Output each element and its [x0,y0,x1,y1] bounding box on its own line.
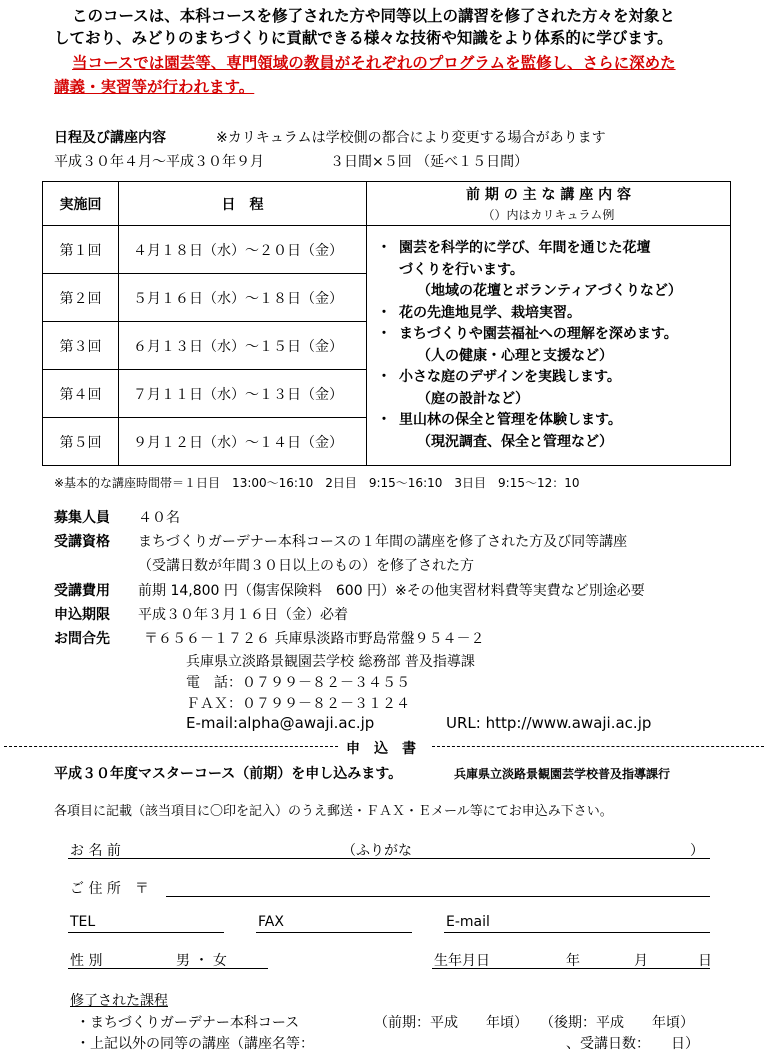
completed-course-label: 修了された課程 [70,993,168,1009]
qualification-line-1: まちづくりガーデナー本科コースの１年間の講座を修了された方及び同等講座 [138,534,628,550]
list-item [377,324,730,367]
schedule-note: ※カリキュラムは学校側の都合により変更する場合があります [216,130,606,146]
round-cell: 第２回 [43,274,119,322]
content-item-4: ・ 小さな庭のデザインを実践します。 [399,369,621,385]
form-title: 平成３０年度マスターコース（前期）を申し込みます。 [54,766,403,782]
birth-month-unit: 月 [634,953,648,969]
course-2-label: ・上記以外の同等の講座（講座名等： [76,1036,314,1052]
address-label: ご 住 所 〒 [70,881,149,897]
schedule-period: 平成３０年４月～平成３０年９月 [54,154,264,170]
furigana-label: （ふりがな [342,843,412,859]
deadline-value: 平成３０年３月１６日（金）必着 [138,607,348,623]
birthdate-label: 生年月日 [434,953,490,969]
schedule-heading: 日程及び講座内容 [54,130,166,146]
course-2-days[interactable]: 、受講日数： 日） [566,1036,699,1052]
gender-label: 性 別 [70,953,103,969]
contact-url-link[interactable]: URL: http://www.awaji.ac.jp [446,714,652,732]
address-input-line[interactable] [166,896,710,897]
contact-email-link[interactable]: E-mail:alpha@awaji.ac.jp [186,714,375,732]
col-content-note: （）内はカリキュラム例 [482,208,615,222]
deadline-label: 申込期限 [54,607,110,623]
qualification-label: 受講資格 [54,534,110,550]
content-item-5: ・ 里山林の保全と管理を体験します。 [399,412,622,428]
content-item-4-example: （庭の設計など） [417,390,529,407]
course-1-label: ・まちづくりガーデナー本科コース [76,1015,300,1031]
fee-value: 前期 14,800 円（傷害保険料 600 円）※その他実習材料費等実費など別途必要 [138,583,645,599]
name-label: お 名 前 [70,843,121,859]
contact-label: お問合先 [54,631,110,647]
col-content-header [367,182,731,226]
content-list [367,238,730,453]
schedule-frequency: ３日間×５回 （延べ１５日間） [330,154,529,170]
list-item [377,238,730,303]
round-cell: 第３回 [43,322,119,370]
intro-line-2: しており、みどりのまちづくりに貢献できる様々な技術や知識をより体系的に学びます。 [54,29,673,47]
capacity-value: ４０名 [138,510,180,526]
course-1-front[interactable]: （前期：平成 年頃） [374,1015,528,1031]
content-item-1: ・ 園芸を科学的に学び、年間を通じた花壇 [399,240,651,256]
date-cell: ４月１８日（水）～２０日（金） [119,226,367,274]
content-cell [367,226,731,466]
gender-input-line [68,968,268,969]
birth-year-unit: 年 [566,953,580,969]
capacity-label: 募集人員 [54,510,110,526]
list-item [377,410,730,453]
content-item-2: ・ 花の先進地見学、栽培実習。 [399,304,581,321]
time-note: ※基本的な講座時間帯＝１日目 13:00～16:10 2日目 9:15～16:10 3日目 9:15～12：10 [54,476,580,490]
col-content-title: 前 期 の 主 な 講 座 内 容 [466,187,631,203]
date-cell: ６月１３日（水）～１５日（金） [119,322,367,370]
col-date-header: 日 程 [119,182,367,226]
contact-address: 〒６５６－１７２６ 兵庫県淡路市野島常盤９５４－２ [144,631,485,647]
content-item-3-example: （人の健康・心理と支援など） [417,347,613,364]
content-item-5-example: （現況調査、保全と管理など） [417,433,613,450]
email-input-line[interactable] [444,932,710,933]
fax-label: FAX [258,914,284,930]
divider-left [4,746,338,747]
name-input-line[interactable] [68,858,710,859]
content-item-1-cont: づくりを行います。 [399,261,524,278]
intro-red-line-1: 当コースでは園芸等、専門領域の教員がそれぞれのプログラムを監修し、さらに深めた [72,54,676,72]
date-cell: ９月１２日（水）～１４日（金） [119,418,367,466]
form-addressee: 兵庫県立淡路景観園芸学校普及指導課行 [454,767,671,781]
date-cell: ７月１１日（水）～１３日（金） [119,370,367,418]
intro-red-line-2: 講義・実習等が行われます。 [54,78,255,96]
list-item [377,367,730,410]
divider-right [432,746,764,747]
form-divider-label: 申 込 書 [346,741,416,757]
course-1-back[interactable]: （後期：平成 年頃） [540,1015,694,1031]
fax-input-line[interactable] [256,932,412,933]
round-cell: 第４回 [43,370,119,418]
tel-label: TEL [70,914,96,930]
tel-input-line[interactable] [68,932,224,933]
contact-tel: 電 話：０７９９－８２－３４５５ [186,675,410,691]
intro-line-1: このコースは、本科コースを修了された方や同等以上の講習を修了された方々を対象と [72,7,675,25]
furigana-close: ） [690,843,704,859]
round-cell: 第１回 [43,226,119,274]
content-item-1-example: （地域の花壇とボランティアづくりなど） [417,283,682,299]
birthdate-input-line[interactable] [432,968,710,969]
contact-org: 兵庫県立淡路景観園芸学校 総務部 普及指導課 [186,654,475,670]
contact-fax: ＦＡＸ：０７９９－８２－３１２４ [186,696,410,712]
list-item [377,303,730,325]
schedule-table [42,181,731,466]
col-round-header: 実施回 [43,182,119,226]
table-header-row [43,182,731,226]
round-cell: 第５回 [43,418,119,466]
date-cell: ５月１６日（水）～１８日（金） [119,274,367,322]
gender-options[interactable]: 男 ・ 女 [176,953,227,969]
birth-day-unit: 日 [698,953,712,969]
table-row [43,226,731,274]
email-label: E-mail [446,914,490,930]
content-item-3: ・ まちづくりや園芸福祉への理解を深めます。 [399,326,678,342]
form-instruction: 各項目に記載（該当項目に〇印を記入）のうえ郵送・ＦＡＸ・Ｅメール等にてお申込み下さい。 [54,804,613,819]
qualification-line-2: （受講日数が年間３０日以上のもの）を修了された方 [138,558,474,574]
fee-label: 受講費用 [54,583,110,599]
